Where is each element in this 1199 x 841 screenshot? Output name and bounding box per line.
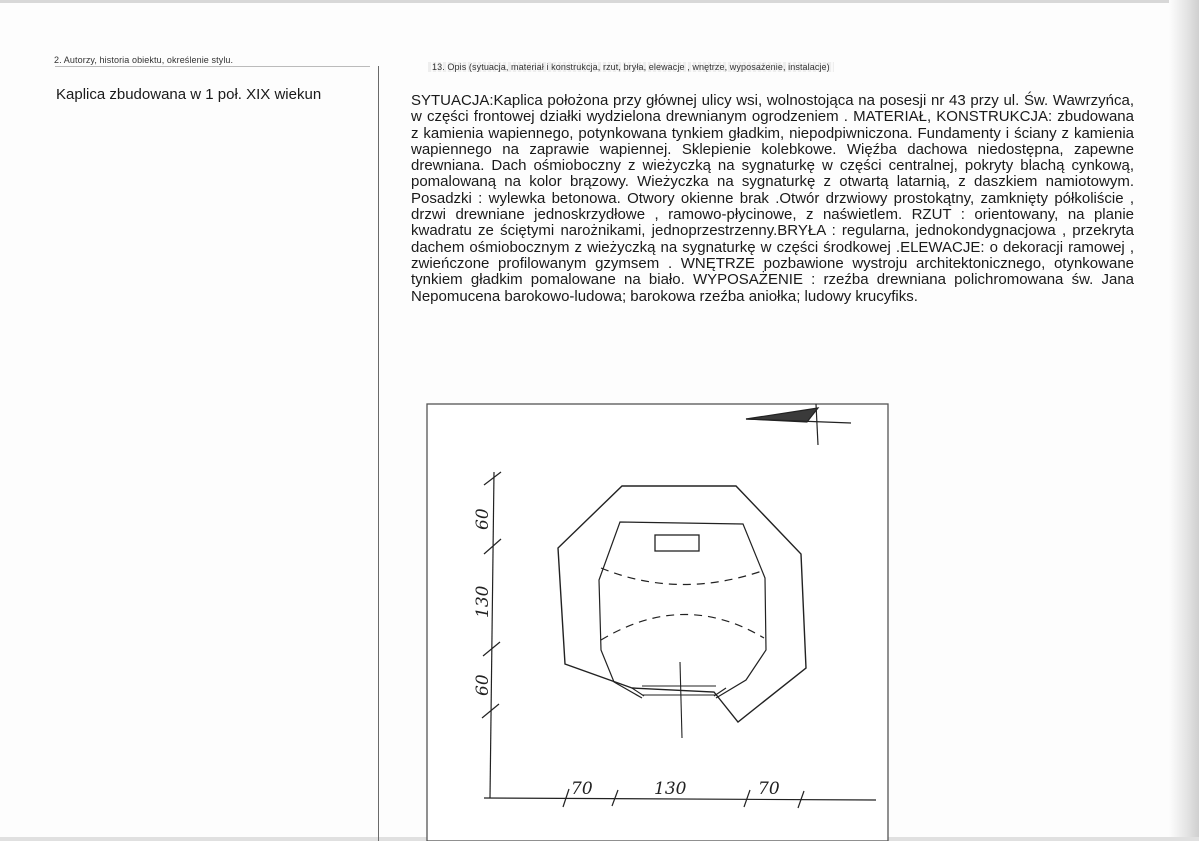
scan-edge-right [1169, 0, 1199, 841]
dim-h-70-left: 70 [571, 779, 593, 799]
dim-v-60-bottom: 60 [473, 674, 493, 696]
left-header-rule [55, 66, 370, 67]
scan-edge-top [0, 0, 1199, 3]
dim-v-60-top: 60 [473, 508, 493, 530]
dim-h-70-right: 70 [758, 779, 780, 799]
drawing-frame [427, 404, 888, 841]
dim-v-130: 130 [473, 585, 493, 618]
history-text: Kaplica zbudowana w 1 poł. XIX wiekun [56, 86, 322, 103]
right-column-header: 13. Opis (sytuacja, materiał i konstrukcja, rzut, bryła, elewacje , wnętrze, wyposażenie, instalacje) [428, 62, 834, 72]
floor-plan-drawing [426, 400, 890, 841]
description-text: SYTUACJA:Kaplica położona przy głównej ulicy wsi, wolnostojąca na posesji nr 43 przy ul. Św. Wawrzyńca, w części frontowej działki wydzielona drewnianym ogrodzeniem . MATERIAŁ, KONSTRUKCJA: zbudowana z kamienia wapiennego, potynkowana tynkiem gładkim, niepodpiwniczona. Fundamenty i ściany z kamienia wapiennego na zaprawie wapiennej. Sklepienie kolebkowe. Więźba dachowa niedostępna, zapewne drewniana. Dach ośmioboczny z wieżyczką na sygnaturkę w części centralnej, pokryty blachą cynkową, pomalowaną na kolor brązowy. Wieżyczka na sygnaturkę z otwartą latarnią, z daszkiem namiotowym. Posadzki : wylewka betonowa. Otwory okienne brak .Otwór drzwiowy prostokątny, zamknięty półkoliście , drzwi drewniane jednoskrzydłowe , ramowo-płycinowe, z naświetlem. RZUT : orientowany, na planie kwadratu ze ściętymi narożnikami, jednoprzestrzenny.BRYŁA : regularna, jednokondygnacjowa , przekryta dachem ośmiobocznym z wieżyczką na sygnaturkę w części środkowej .ELEWACJE: o dekoracji ramowej , zwieńczone profilowanym gzymsem . WNĘTRZE pozbawione wystroju architektonicznego, otynkowane tynkiem gładkim pomalowane na biało. WYPOSAŻENIE : rzeźba drewniana polichromowana św. Jana Nepomucena barokowo-ludowa; barokowa rzeźba aniołka; ludowy krucyfiks. [411, 92, 1134, 305]
column-divider [378, 66, 379, 841]
left-column-header: 2. Autorzy, historia obiektu, określenie stylu. [54, 55, 234, 65]
dim-h-130: 130 [654, 779, 687, 799]
